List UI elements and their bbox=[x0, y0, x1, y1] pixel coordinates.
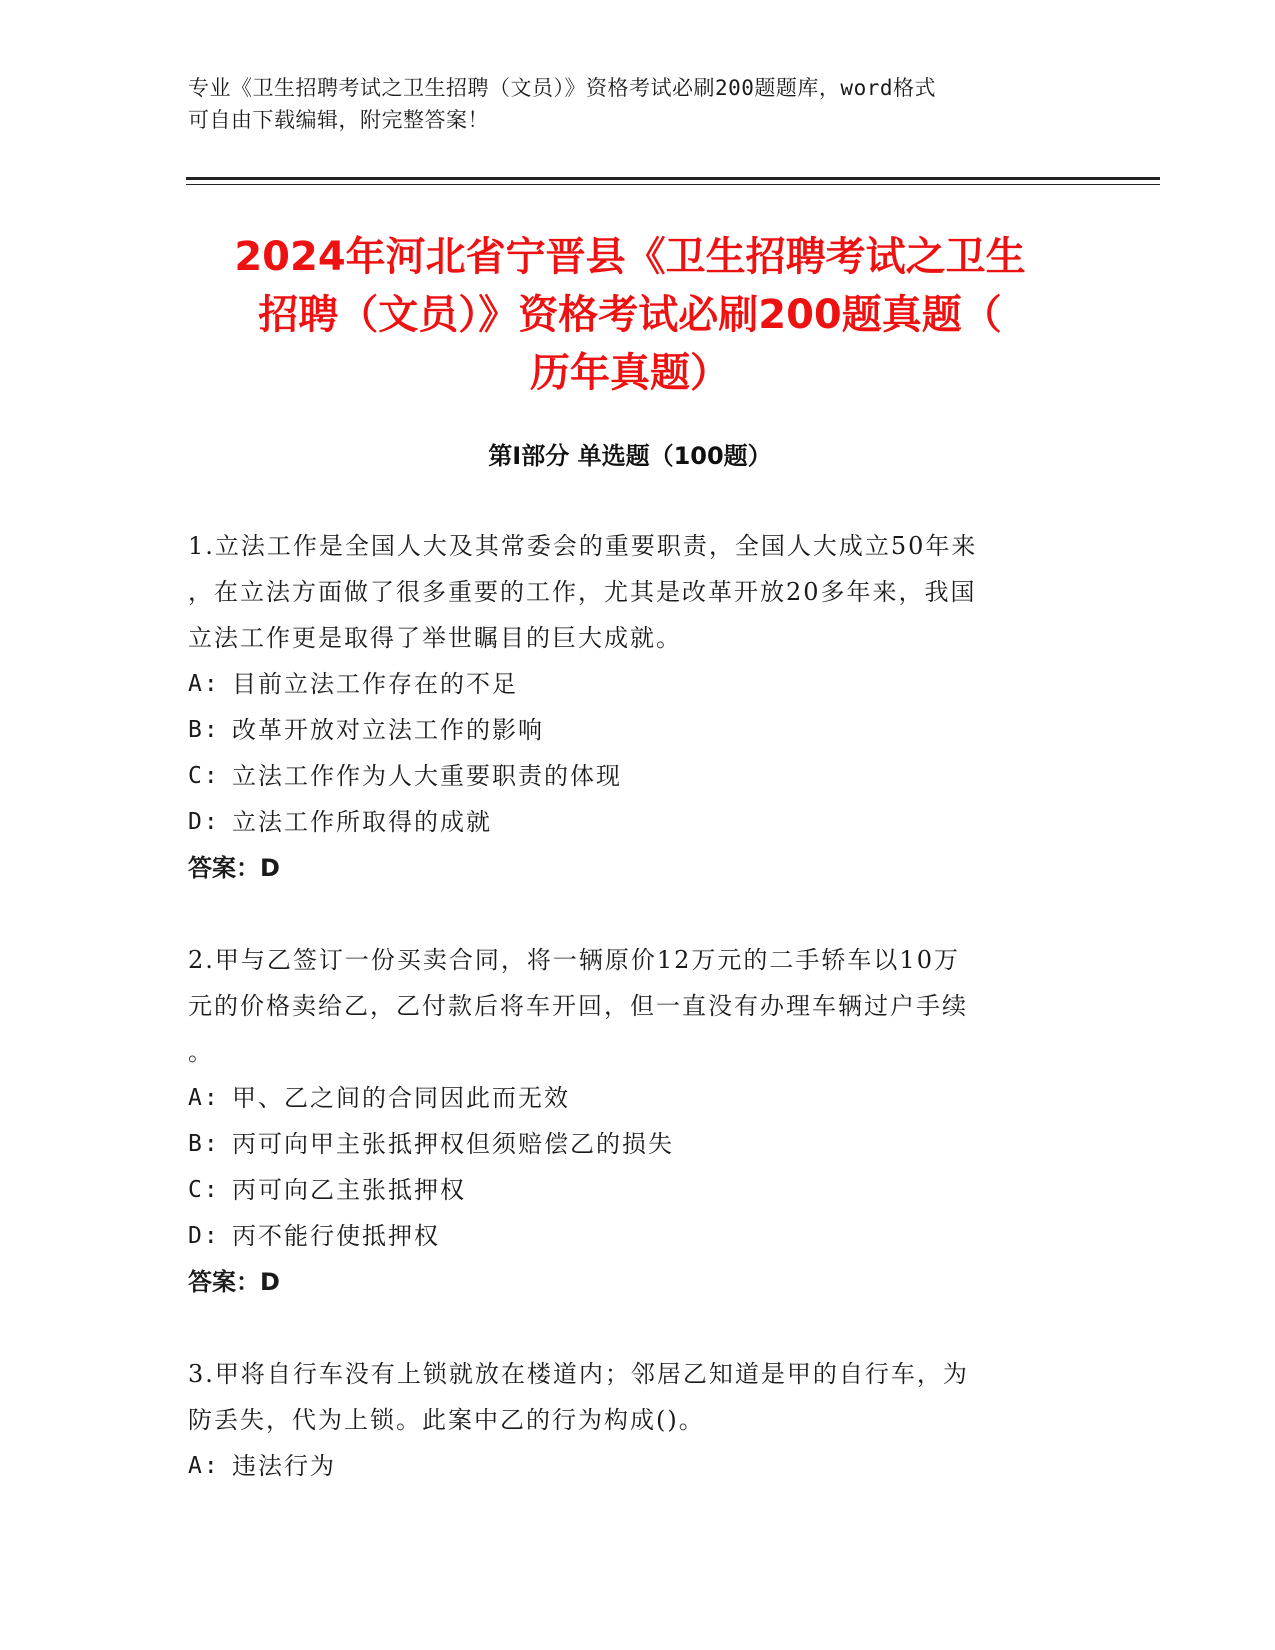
header-note bbox=[188, 72, 1088, 136]
question-stem-line: ，在立法方面做了很多重要的工作，尤其是改革开放20多年来，我国 bbox=[188, 578, 977, 606]
header-note-line-1: 专业《卫生招聘考试之卫生招聘（文员）》资格考试必刷200题题库，word格式 bbox=[188, 76, 936, 100]
document-title-line-2: 招聘（文员）》资格考试必刷200题真题（ bbox=[258, 292, 1002, 338]
option-text: 丙可向乙主张抵押权 bbox=[232, 1176, 466, 1204]
option-a bbox=[188, 1075, 1068, 1121]
document-title bbox=[160, 228, 1100, 402]
option-text: 丙不能行使抵押权 bbox=[232, 1222, 440, 1250]
option-c bbox=[188, 1167, 1068, 1213]
option-key: C: bbox=[188, 763, 220, 789]
option-d bbox=[188, 799, 1068, 845]
question-1 bbox=[188, 523, 1068, 891]
header-divider-thick bbox=[186, 177, 1160, 180]
question-stem-line: 2.甲与乙签订一份买卖合同，将一辆原价12万元的二手轿车以10万 bbox=[188, 946, 960, 974]
answer-line: 答案：D bbox=[188, 854, 280, 882]
option-text: 目前立法工作存在的不足 bbox=[232, 670, 518, 698]
document-title-line-1: 2024年河北省宁晋县《卫生招聘考试之卫生 bbox=[234, 234, 1026, 280]
option-key: D: bbox=[188, 809, 220, 835]
option-text: 改革开放对立法工作的影响 bbox=[232, 716, 544, 744]
option-d bbox=[188, 1213, 1068, 1259]
option-key: A: bbox=[188, 671, 220, 697]
question-3 bbox=[188, 1351, 1068, 1489]
option-text: 立法工作所取得的成就 bbox=[232, 808, 492, 836]
header-divider-thin bbox=[186, 184, 1160, 185]
question-2 bbox=[188, 937, 1068, 1305]
question-stem-line: 元的价格卖给乙，乙付款后将车开回，但一直没有办理车辆过户手续 bbox=[188, 992, 968, 1020]
option-text: 立法工作作为人大重要职责的体现 bbox=[232, 762, 622, 790]
option-key: C: bbox=[188, 1177, 220, 1203]
option-key: D: bbox=[188, 1223, 220, 1249]
option-b bbox=[188, 1121, 1068, 1167]
question-stem-line: 1.立法工作是全国人大及其常委会的重要职责，全国人大成立50年来 bbox=[188, 532, 978, 560]
option-key: B: bbox=[188, 1131, 220, 1157]
header-note-line-2: 可自由下载编辑，附完整答案！ bbox=[188, 108, 489, 132]
option-c bbox=[188, 753, 1068, 799]
option-text: 丙可向甲主张抵押权但须赔偿乙的损失 bbox=[232, 1130, 674, 1158]
option-key: B: bbox=[188, 717, 220, 743]
answer-line: 答案：D bbox=[188, 1268, 280, 1296]
option-b bbox=[188, 707, 1068, 753]
option-a bbox=[188, 1443, 1068, 1489]
option-a bbox=[188, 661, 1068, 707]
document-title-line-3: 历年真题） bbox=[530, 350, 730, 396]
question-list bbox=[188, 523, 1068, 1535]
section-heading: 第Ⅰ部分 单选题（100题） bbox=[488, 442, 772, 470]
question-stem-line: 防丢失，代为上锁。此案中乙的行为构成()。 bbox=[188, 1406, 705, 1434]
option-text: 违法行为 bbox=[232, 1452, 336, 1480]
question-stem-line: 3.甲将自行车没有上锁就放在楼道内；邻居乙知道是甲的自行车，为 bbox=[188, 1360, 969, 1388]
option-key: A: bbox=[188, 1085, 220, 1111]
option-key: A: bbox=[188, 1453, 220, 1479]
question-stem-line: 立法工作更是取得了举世瞩目的巨大成就。 bbox=[188, 624, 682, 652]
option-text: 甲、乙之间的合同因此而无效 bbox=[232, 1084, 570, 1112]
question-stem-line: 。 bbox=[188, 1038, 214, 1066]
